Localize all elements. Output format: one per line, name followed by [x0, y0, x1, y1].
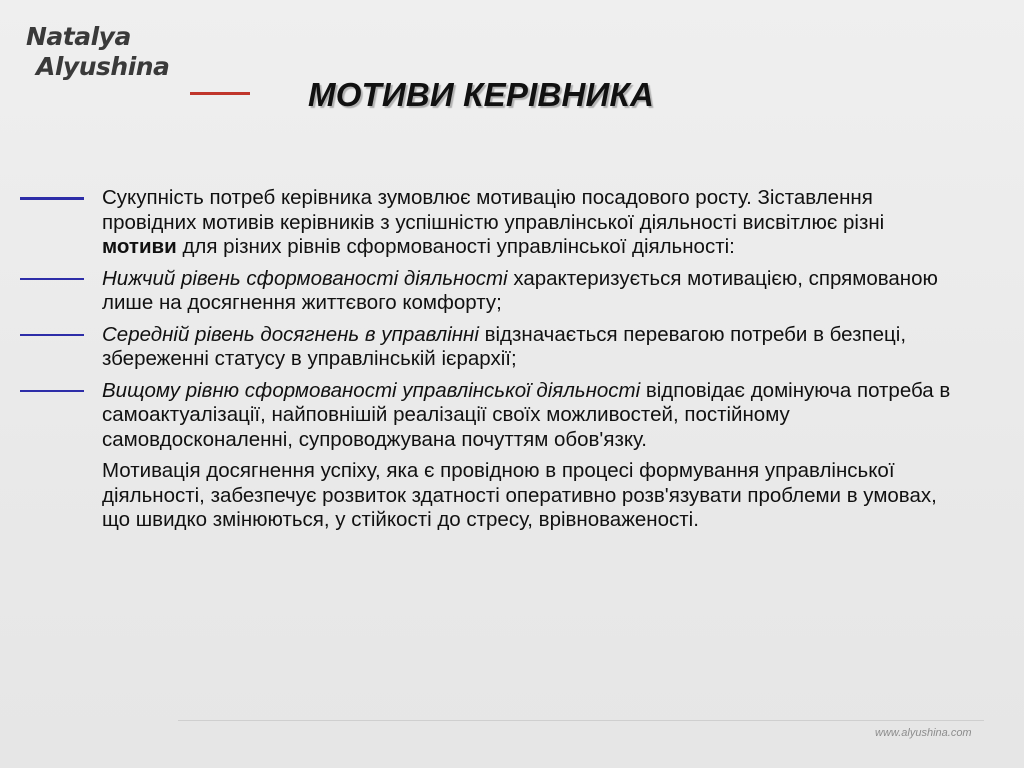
bullet-line — [20, 390, 84, 393]
slide-content — [102, 186, 962, 540]
paragraph-low-level — [102, 267, 962, 316]
paragraph-achievement — [102, 459, 962, 533]
low-level-text: характеризується мотивацією, спрямованою лише на досягнення життєвого комфорту; — [102, 266, 938, 314]
paragraph-intro — [102, 186, 962, 260]
bullet-line — [20, 334, 84, 337]
intro-text-2: для різних рівнів сформованості управлінської діяльності: — [176, 235, 735, 258]
title-accent-line — [190, 92, 250, 95]
bullet-line — [20, 278, 84, 281]
logo-line-1: Natalya — [26, 22, 131, 51]
intro-bold-motives: мотиви — [102, 235, 177, 258]
footer-website: www.alyushina.com — [875, 727, 972, 739]
high-level-term: Вищому рівню сформованості управлінської діяльності — [102, 378, 641, 402]
mid-level-term: Середній рівень досягнень в управлінні — [102, 322, 479, 346]
mid-level-text: відзначається перевагою потреби в безпеці, збереженні статусу в управлінській ієрархії; — [102, 322, 907, 370]
high-level-text: відповідає домінуюча потреба в самоактуалізації, найповнішій реалізації своїх можливостей, постійному самовдосконаленні, супроводжувана почуттям обов'язку. — [102, 378, 951, 451]
brand-logo — [26, 22, 169, 82]
paragraph-mid-level — [102, 323, 962, 372]
footer-divider — [178, 720, 984, 721]
achievement-text: Мотивація досягнення успіху, яка є провідною в процесі формування управлінської діяльності, забезпечує розвиток здатності оперативно розв'язувати проблеми в умовах, що швидко змінюються, у стійкості до стресу, врівноваженості. — [102, 459, 937, 531]
paragraph-high-level — [102, 379, 962, 453]
slide-title: МОТИВИ КЕРІВНИКА — [308, 76, 654, 113]
bullet-line — [20, 197, 84, 200]
low-level-term: Нижчий рівень сформованості діяльності — [102, 266, 508, 290]
logo-line-2: Alyushina — [36, 52, 170, 81]
intro-text-1: Сукупність потреб керівника зумовлює мотивацію посадового росту. Зіставлення провідних мотивів керівників з успішністю управлінської діяльності висвітлює різні — [102, 186, 885, 234]
